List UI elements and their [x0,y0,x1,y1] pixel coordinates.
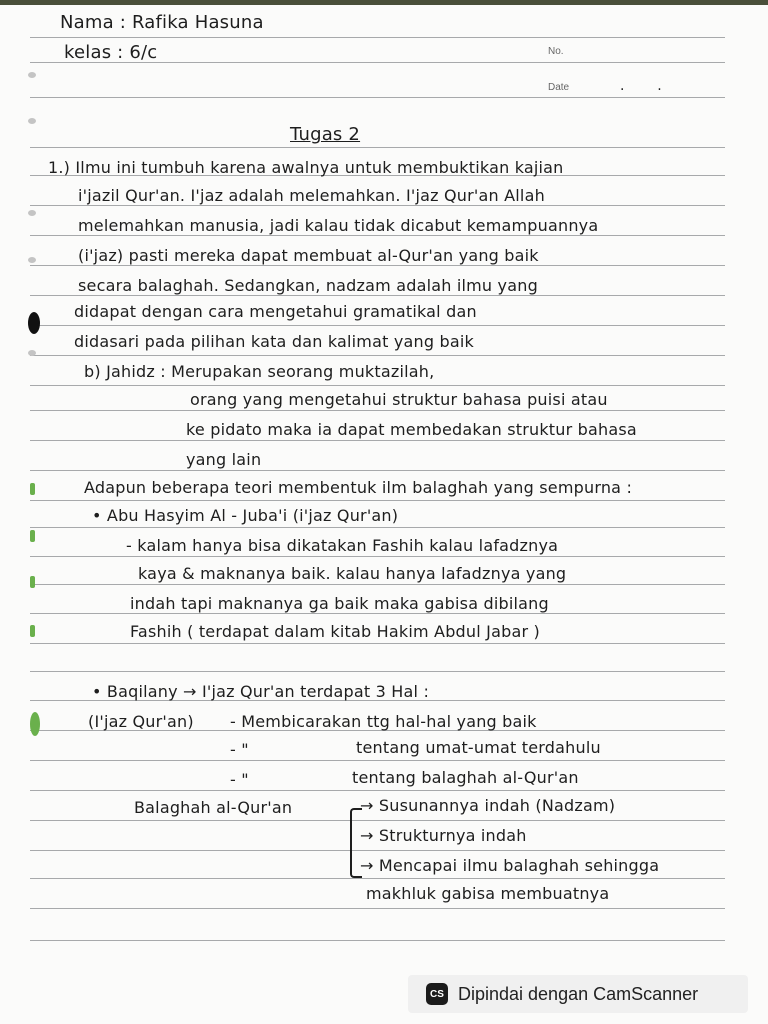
text-line: - Membicarakan ttg hal-hal yang baik [230,712,537,731]
text-line: - " [230,770,249,789]
text-line: Adapun beberapa teori membentuk ilm balaghah yang sempurna : [84,478,633,497]
text-line: → Susunannya indah (Nadzam) [360,796,616,815]
top-edge-strip [0,0,768,5]
ruled-line [30,205,725,206]
text-line: - " [230,740,249,759]
margin-mark [28,118,36,124]
text-line: 1.) Ilmu ini tumbuh karena awalnya untuk membuktikan kajian [48,158,564,177]
text-line: ke pidato maka ia dapat membedakan struktur bahasa [186,420,637,439]
ruled-line [30,37,725,38]
ruled-line [30,643,725,644]
text-line: yang lain [186,450,262,469]
ruled-line [30,470,725,471]
text-line: • Baqilany → I'jaz Qur'an terdapat 3 Hal : [92,682,430,701]
ruled-line [30,97,725,98]
ruled-line [30,760,725,761]
text-line: didasari pada pilihan kata dan kalimat yang baik [74,332,474,351]
text-line: secara balaghah. Sedangkan, nadzam adalah ilmu yang [78,276,538,295]
text-line: melemahkan manusia, jadi kalau tidak dicabut kemampuannya [78,216,599,235]
page-title: Tugas 2 [290,124,361,145]
camscanner-text: Dipindai dengan CamScanner [458,983,699,1004]
text-line: • Abu Hasyim Al - Juba'i (i'jaz Qur'an) [92,506,399,525]
ruled-line [30,295,725,296]
text-line: → Strukturnya indah [360,826,527,845]
binder-hole [28,312,40,334]
ruled-line [30,790,725,791]
text-line: indah tapi maknanya ga baik maka gabisa dibilang [130,594,549,613]
margin-mark-green [30,625,35,637]
ruled-line [30,147,725,148]
margin-mark-green [30,483,35,495]
ruled-line [30,235,725,236]
ruled-line [30,440,725,441]
date-dots: . . [620,78,662,94]
text-line: kaya & maknanya baik. kalau hanya lafadznya yang [138,564,567,583]
text-line: tentang balaghah al-Qur'an [352,768,579,787]
text-line: - kalam hanya bisa dikatakan Fashih kalau lafadznya [126,536,559,555]
margin-mark [28,257,36,263]
ruled-line [30,410,725,411]
no-label: No. [548,46,564,57]
ruled-line [30,878,725,879]
text-line: i'jazil Qur'an. I'jaz adalah melemahkan. I'jaz Qur'an Allah [78,186,545,205]
text-line: (I'jaz Qur'an) [88,712,194,731]
ruled-line [30,613,725,614]
text-line: (i'jaz) pasti mereka dapat membuat al-Qur'an yang baik [78,246,539,265]
ruled-line [30,940,725,941]
text-line: didapat dengan cara mengetahui gramatikal dan [74,302,477,321]
margin-mark-green [30,530,35,542]
ruled-line [30,556,725,557]
ruled-line [30,584,725,585]
text-line: → Mencapai ilmu balaghah sehingga [360,856,660,875]
ruled-line [30,265,725,266]
text-line: b) Jahidz : Merupakan seorang muktazilah, [84,362,435,381]
margin-mark-green [30,712,40,736]
margin-mark [28,72,36,78]
ruled-line [30,385,725,386]
date-label: Date [548,82,570,93]
camscanner-watermark [408,975,748,1013]
margin-mark [28,210,36,216]
student-class: kelas : 6/c [64,42,158,63]
ruled-line [30,671,725,672]
text-line: makhluk gabisa membuatnya [366,884,610,903]
margin-mark [28,350,36,356]
ruled-line [30,850,725,851]
ruled-line [30,500,725,501]
ruled-line [30,527,725,528]
student-name: Nama : Rafika Hasuna [60,12,264,33]
camscanner-icon: CS [426,983,448,1005]
ruled-line [30,908,725,909]
ruled-line [30,325,725,326]
margin-mark-green [30,576,35,588]
text-line: tentang umat-umat terdahulu [356,738,601,757]
ruled-line [30,820,725,821]
ruled-line [30,355,725,356]
text-line: Balaghah al-Qur'an [134,798,293,817]
text-line: orang yang mengetahui struktur bahasa puisi atau [190,390,608,409]
text-line: Fashih ( terdapat dalam kitab Hakim Abdul Jabar ) [130,622,540,641]
